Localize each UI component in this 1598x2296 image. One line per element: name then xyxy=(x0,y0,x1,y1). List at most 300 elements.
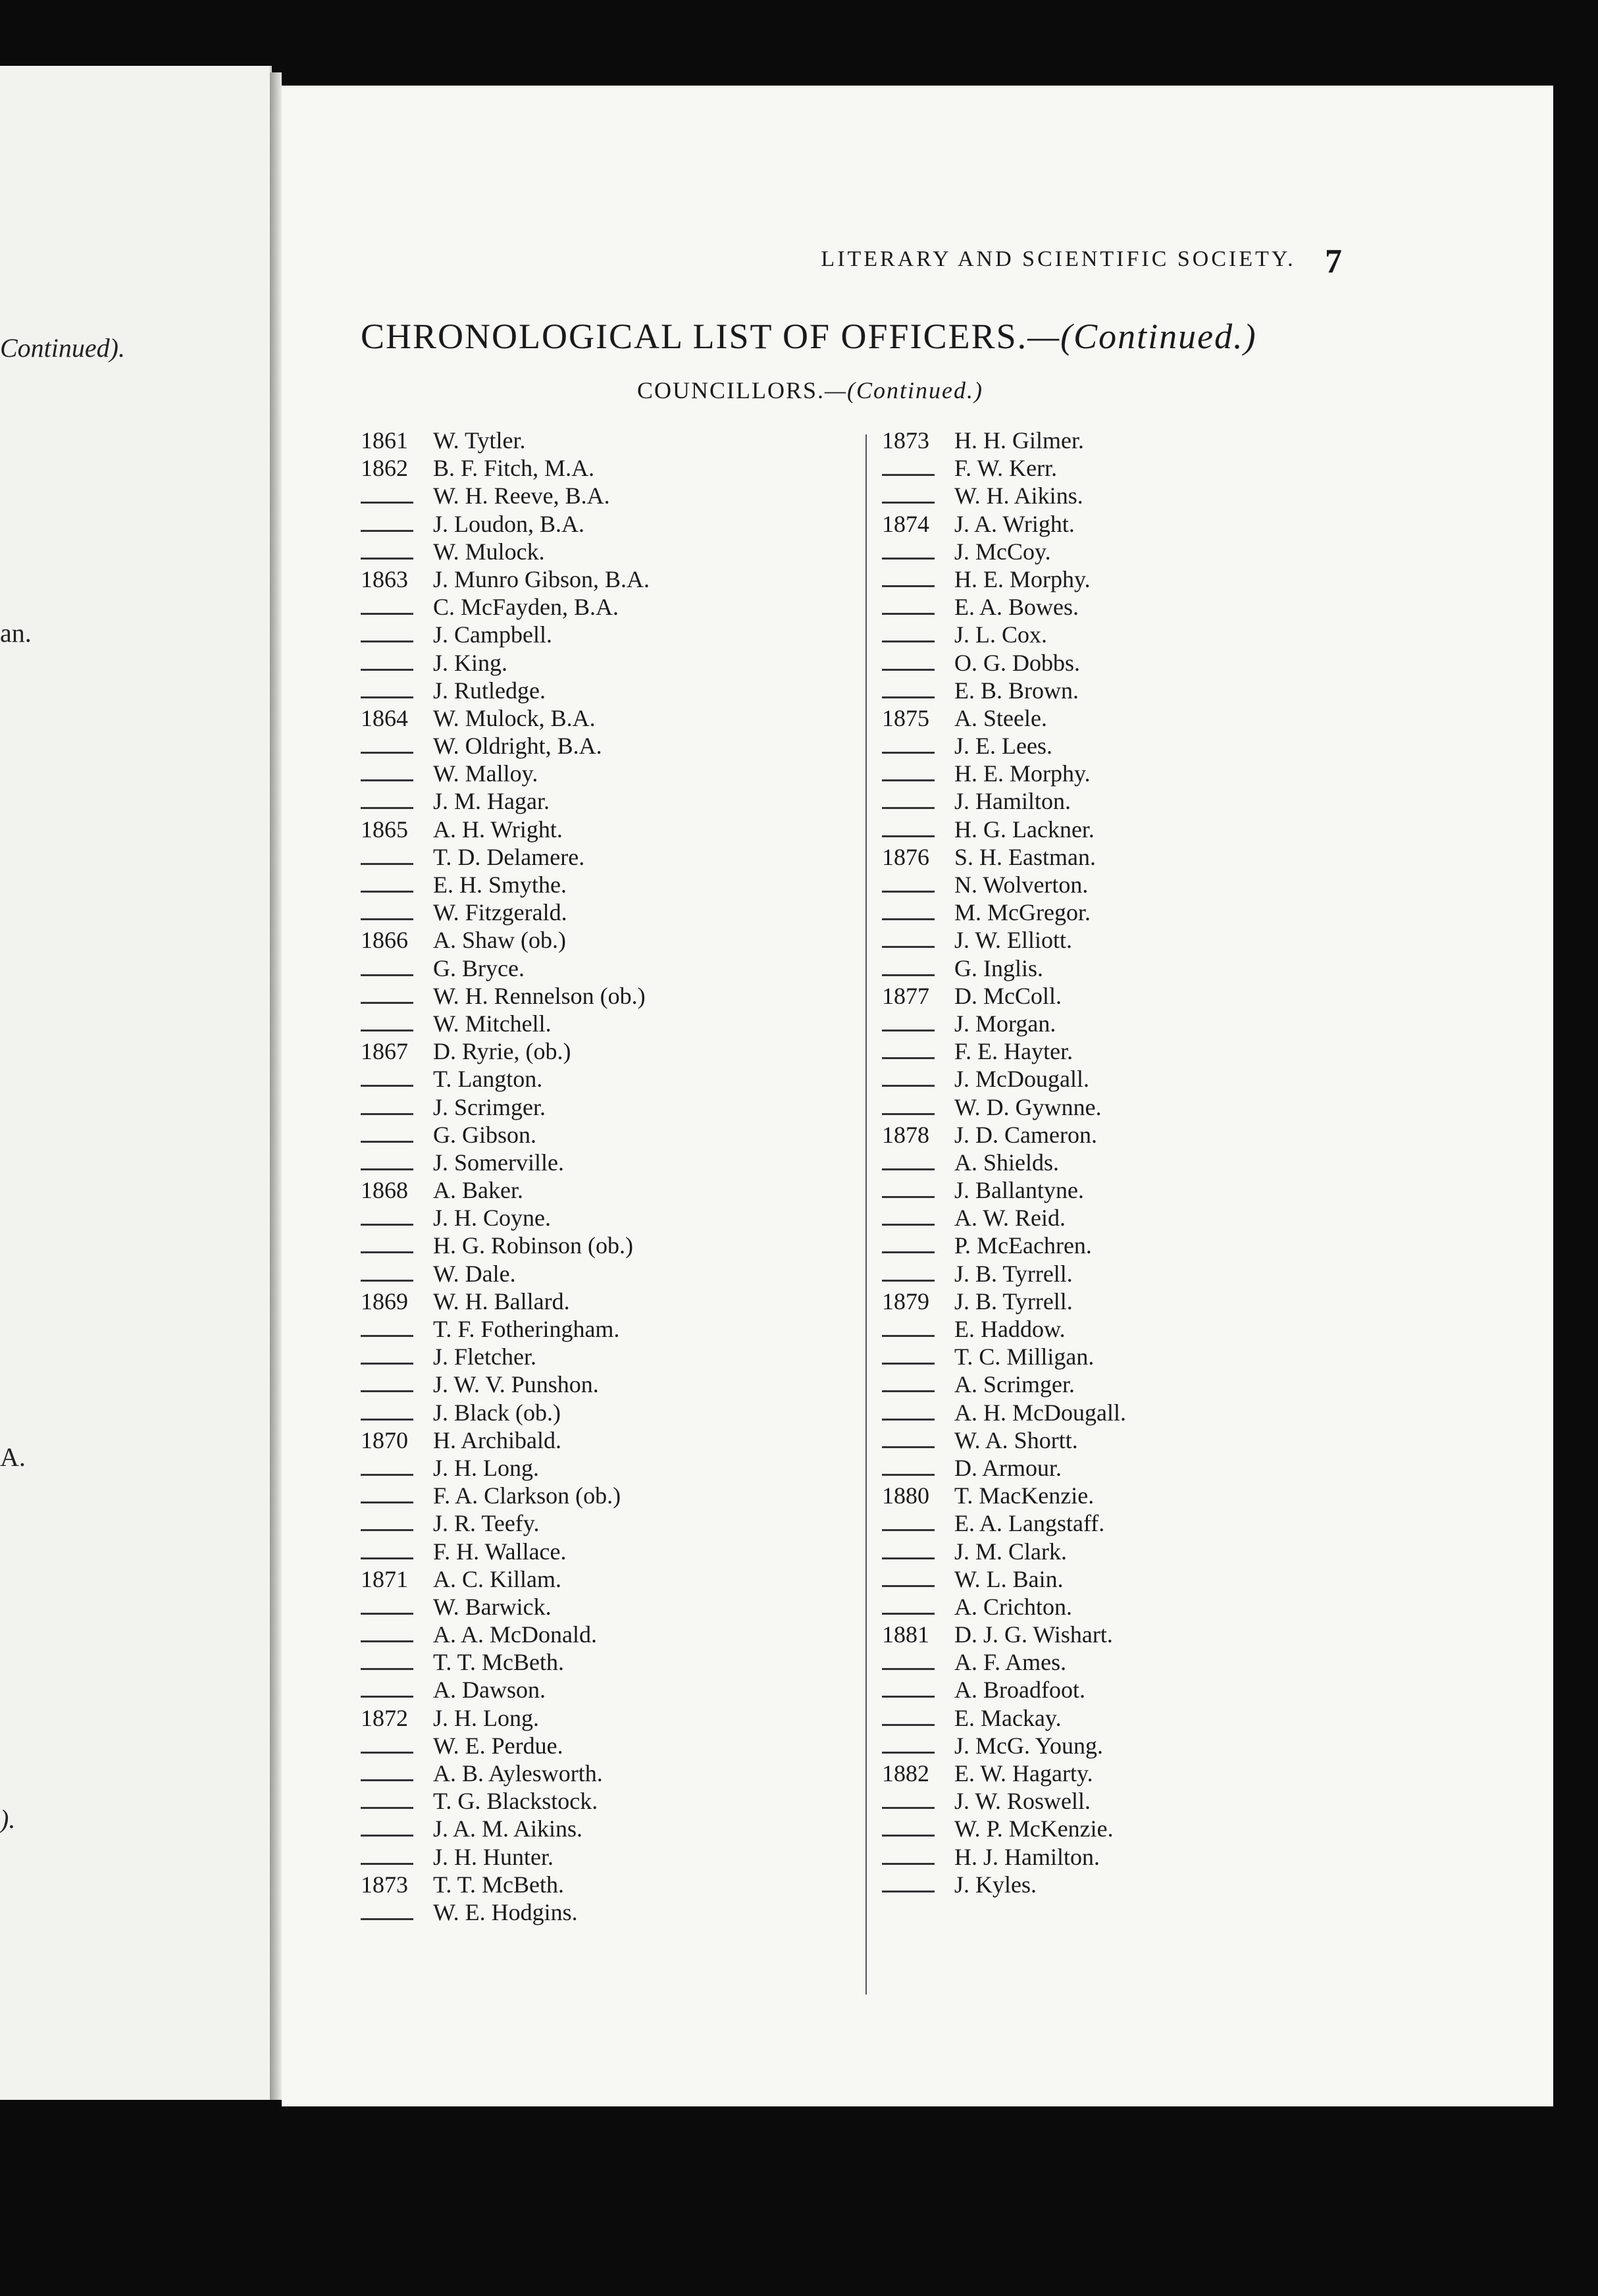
councillor-row xyxy=(361,1732,795,1760)
ditto-dash xyxy=(361,891,413,893)
ditto-dash xyxy=(882,1419,935,1421)
councillor-row xyxy=(882,760,1356,787)
ditto-dash xyxy=(361,1419,413,1421)
ditto-dash xyxy=(361,974,413,976)
councillor-name: J. H. Long. xyxy=(433,1454,539,1481)
year-label xyxy=(361,510,433,538)
year-label: 1864 xyxy=(361,704,408,731)
year-label xyxy=(882,593,954,621)
councillor-name: J. Somerville. xyxy=(433,1149,564,1176)
left-page-fragment: ). xyxy=(0,1804,16,1834)
year-label: 1870 xyxy=(361,1426,408,1453)
councillor-name: N. Wolverton. xyxy=(954,872,1089,898)
councillor-name: A. W. Reid. xyxy=(954,1205,1066,1232)
year-label xyxy=(361,1787,433,1815)
ditto-dash xyxy=(882,1529,935,1531)
year-label xyxy=(361,1454,433,1482)
ditto-dash xyxy=(361,1251,413,1253)
year-label xyxy=(882,732,954,760)
councillor-name: F. W. Kerr. xyxy=(954,455,1058,482)
year-label xyxy=(882,1454,954,1482)
year-label: 1869 xyxy=(361,1288,408,1315)
ditto-dash xyxy=(361,1280,413,1282)
ditto-dash xyxy=(361,640,413,642)
councillor-row xyxy=(882,1538,1356,1565)
councillor-name: T. T. McBeth. xyxy=(433,1871,564,1898)
year-label xyxy=(882,1787,954,1815)
year-label xyxy=(882,1538,954,1565)
councillor-name: J. M. Hagar. xyxy=(433,788,550,815)
councillor-name: W. Tytler. xyxy=(433,427,526,454)
ditto-dash xyxy=(361,1779,413,1781)
councillor-name: G. Bryce. xyxy=(433,954,525,981)
ditto-dash xyxy=(882,1196,935,1198)
ditto-dash xyxy=(361,1363,413,1365)
ditto-dash xyxy=(361,613,413,615)
councillor-name: W. Oldright, B.A. xyxy=(433,733,602,760)
year-label xyxy=(882,1648,954,1676)
year-label xyxy=(361,1399,433,1426)
councillor-name: J. Rutledge. xyxy=(433,677,546,704)
councillor-name: E. B. Brown. xyxy=(954,677,1079,704)
councillor-name: A. H. McDougall. xyxy=(954,1399,1126,1426)
ditto-dash xyxy=(882,1251,935,1253)
councillor-name: B. F. Fitch, M.A. xyxy=(433,455,595,482)
ditto-dash xyxy=(882,974,935,976)
ditto-dash xyxy=(361,669,413,671)
councillor-name: H. G. Robinson (ob.) xyxy=(433,1232,633,1259)
councillor-name: A. Scrimger. xyxy=(954,1371,1075,1398)
year-label xyxy=(882,1732,954,1760)
councillor-row xyxy=(361,1037,795,1065)
section-heading-continued: —(Continued.) xyxy=(825,377,984,404)
page-title-text: CHRONOLOGICAL LIST OF OFFICERS. xyxy=(361,317,1028,356)
councillor-name: W. H. Rennelson (ob.) xyxy=(433,982,646,1009)
councillor-name: C. McFayden, B.A. xyxy=(433,594,619,621)
year-label xyxy=(882,454,954,482)
councillor-row xyxy=(361,621,795,648)
year-label xyxy=(361,760,433,787)
year-label xyxy=(361,1315,433,1343)
councillor-row xyxy=(361,677,795,704)
councillor-name: A. Dawson. xyxy=(433,1677,546,1704)
ditto-dash xyxy=(361,779,413,781)
year-label xyxy=(361,1898,433,1926)
councillor-name: J. Kyles. xyxy=(954,1871,1037,1898)
year-label xyxy=(882,1093,954,1121)
councillor-name: W. E. Hodgins. xyxy=(433,1898,578,1925)
councillor-name: J. Black (ob.) xyxy=(433,1399,561,1426)
ditto-dash xyxy=(882,1807,935,1809)
councillor-name: A. H. Wright. xyxy=(433,816,563,843)
councillor-name: J. Loudon, B.A. xyxy=(433,510,585,537)
councillor-row xyxy=(882,621,1356,648)
councillor-row xyxy=(882,1760,1356,1787)
year-label xyxy=(882,1565,954,1593)
ditto-dash xyxy=(882,613,935,615)
year-label xyxy=(882,1010,954,1037)
year-label xyxy=(361,538,433,565)
year-label xyxy=(361,871,433,899)
year-label: 1876 xyxy=(882,843,929,870)
councillor-row xyxy=(882,1871,1356,1898)
councillor-row xyxy=(882,1843,1356,1871)
councillor-row xyxy=(882,1399,1356,1426)
year-label xyxy=(882,1370,954,1398)
councillor-row xyxy=(882,1037,1356,1065)
ditto-dash xyxy=(361,1224,413,1226)
ditto-dash xyxy=(882,1113,935,1115)
councillor-name: W. E. Perdue. xyxy=(433,1732,563,1759)
year-label xyxy=(882,1176,954,1204)
councillor-row xyxy=(882,1593,1356,1621)
ditto-dash xyxy=(361,1835,413,1837)
ditto-dash xyxy=(882,474,935,476)
ditto-dash xyxy=(361,807,413,809)
year-label: 1867 xyxy=(361,1038,408,1065)
year-label xyxy=(361,1815,433,1842)
councillor-row xyxy=(361,1843,795,1871)
councillor-name: H. H. Gilmer. xyxy=(954,427,1084,454)
councillor-name: J. Hamilton. xyxy=(954,788,1071,815)
councillor-row xyxy=(361,565,795,593)
councillor-row xyxy=(361,538,795,565)
councillor-name: H. G. Lackner. xyxy=(954,816,1095,843)
year-label xyxy=(882,621,954,648)
councillor-name: J. A. Wright. xyxy=(954,510,1075,537)
councillor-name: W. Barwick. xyxy=(433,1593,552,1620)
year-label: 1874 xyxy=(882,510,929,537)
ditto-dash xyxy=(361,1557,413,1559)
councillor-row xyxy=(361,1315,795,1343)
year-label: 1872 xyxy=(361,1704,408,1731)
councillor-name: W. Mitchell. xyxy=(433,1010,552,1037)
ditto-dash xyxy=(882,696,935,698)
councillor-name: A. C. Killam. xyxy=(433,1565,561,1592)
year-label xyxy=(882,1343,954,1370)
year-label xyxy=(361,677,433,704)
councillor-row xyxy=(361,510,795,538)
councillor-row xyxy=(361,1370,795,1398)
year-label xyxy=(882,649,954,677)
councillor-row xyxy=(882,787,1356,815)
year-label xyxy=(361,1232,433,1259)
councillor-row xyxy=(361,732,795,760)
ditto-dash xyxy=(361,530,413,532)
year-label: 1873 xyxy=(361,1871,408,1898)
ditto-dash xyxy=(361,1141,413,1143)
councillor-row xyxy=(882,1509,1356,1537)
year-label xyxy=(882,565,954,593)
councillor-row xyxy=(361,454,795,482)
current-page xyxy=(282,86,1553,2106)
councillor-row xyxy=(882,649,1356,677)
year-label xyxy=(361,1593,433,1621)
councillor-name: H. E. Morphy. xyxy=(954,565,1091,592)
year-label xyxy=(882,1426,954,1454)
councillor-name: W. Mulock. xyxy=(433,538,545,565)
year-label xyxy=(361,787,433,815)
councillor-row xyxy=(361,1787,795,1815)
ditto-dash xyxy=(361,1807,413,1809)
year-label: 1862 xyxy=(361,455,408,482)
councillor-name: A. A. McDonald. xyxy=(433,1621,597,1648)
councillor-row xyxy=(882,704,1356,732)
ditto-dash xyxy=(882,1613,935,1615)
councillor-name: A. Shields. xyxy=(954,1149,1060,1176)
year-label xyxy=(882,1843,954,1871)
councillor-row xyxy=(882,427,1356,454)
ditto-dash xyxy=(361,1501,413,1503)
councillor-row xyxy=(361,899,795,926)
running-head: LITERARY AND SCIENTIFIC SOCIETY. xyxy=(821,247,1296,271)
councillor-row xyxy=(361,1760,795,1787)
councillor-name: J. D. Cameron. xyxy=(954,1121,1097,1148)
councillor-row xyxy=(361,926,795,954)
councillor-name: A. B. Aylesworth. xyxy=(433,1760,603,1787)
year-label xyxy=(361,1204,433,1232)
councillor-name: J. Morgan. xyxy=(954,1010,1056,1037)
year-label xyxy=(361,1370,433,1398)
councillor-row xyxy=(361,1509,795,1537)
councillor-name: P. McEachren. xyxy=(954,1232,1092,1259)
councillor-name: T. MacKenzie. xyxy=(954,1482,1095,1509)
councillor-row xyxy=(882,565,1356,593)
councillor-row xyxy=(361,1593,795,1621)
councillor-name: J. B. Tyrrell. xyxy=(954,1288,1073,1315)
councillor-row xyxy=(361,1399,795,1426)
year-label xyxy=(882,1815,954,1842)
councillor-row xyxy=(882,1010,1356,1037)
councillor-row xyxy=(882,1065,1356,1093)
councillor-name: H. E. Morphy. xyxy=(954,760,1091,787)
year-label xyxy=(361,1482,433,1509)
councillor-row xyxy=(361,1010,795,1037)
councillor-name: F. E. Hayter. xyxy=(954,1038,1073,1065)
ditto-dash xyxy=(361,1113,413,1115)
councillor-row xyxy=(882,1176,1356,1204)
councillor-name: O. G. Dobbs. xyxy=(954,649,1081,676)
year-label: 1868 xyxy=(361,1177,408,1204)
councillor-row xyxy=(361,1260,795,1288)
councillor-row xyxy=(882,1288,1356,1315)
councillor-name: J. McDougall. xyxy=(954,1066,1089,1093)
ditto-dash xyxy=(361,1640,413,1642)
councillor-name: J. M. Clark. xyxy=(954,1538,1067,1565)
councillor-name: J. Munro Gibson, B.A. xyxy=(433,565,650,592)
councillor-name: T. C. Milligan. xyxy=(954,1344,1095,1370)
councillor-name: J. Campbell. xyxy=(433,621,552,648)
year-label: 1881 xyxy=(882,1621,929,1648)
year-label xyxy=(361,954,433,982)
councillor-name: W. Mulock, B.A. xyxy=(433,704,596,731)
ditto-dash xyxy=(882,1585,935,1587)
councillor-name: W. Dale. xyxy=(433,1260,516,1287)
year-label xyxy=(361,621,433,648)
councillor-name: A. Broadfoot. xyxy=(954,1677,1085,1704)
councillor-row xyxy=(361,1176,795,1204)
ditto-dash xyxy=(882,1390,935,1392)
year-label xyxy=(361,1676,433,1704)
section-heading-text: COUNCILLORS. xyxy=(637,377,825,404)
councillor-name: J. L. Cox. xyxy=(954,621,1048,648)
councillor-name: F. H. Wallace. xyxy=(433,1538,567,1565)
councillor-row xyxy=(882,482,1356,509)
ditto-dash xyxy=(882,1168,935,1170)
councillor-name: J. W. Roswell. xyxy=(954,1788,1091,1815)
year-label xyxy=(882,1232,954,1259)
year-label xyxy=(882,1704,954,1732)
year-label: 1878 xyxy=(882,1121,929,1148)
ditto-dash xyxy=(882,1057,935,1059)
year-label xyxy=(361,1843,433,1871)
ditto-dash xyxy=(361,1668,413,1670)
ditto-dash xyxy=(882,1363,935,1365)
ditto-dash xyxy=(882,752,935,754)
councillor-name: D. Ryrie, (ob.) xyxy=(433,1038,571,1065)
year-label: 1875 xyxy=(882,704,929,731)
year-label: 1882 xyxy=(882,1760,929,1787)
ditto-dash xyxy=(882,1030,935,1031)
page-number: 7 xyxy=(1325,243,1342,280)
councillor-name: T. D. Delamere. xyxy=(433,843,585,870)
councillor-name: T. T. McBeth. xyxy=(433,1649,564,1676)
councillor-name: J. B. Tyrrell. xyxy=(954,1260,1073,1287)
year-label xyxy=(882,1399,954,1426)
ditto-dash xyxy=(882,1668,935,1670)
councillor-row xyxy=(361,787,795,815)
year-label xyxy=(361,1648,433,1676)
year-label: 1880 xyxy=(882,1482,929,1509)
year-label xyxy=(361,1621,433,1648)
year-label xyxy=(882,787,954,815)
ditto-dash xyxy=(361,752,413,754)
ditto-dash xyxy=(361,1613,413,1615)
ditto-dash xyxy=(882,1835,935,1837)
councillor-name: A. Steele. xyxy=(954,704,1047,731)
councillor-row xyxy=(361,1204,795,1232)
councillor-row xyxy=(361,954,795,982)
councillor-row xyxy=(361,1121,795,1149)
councillor-name: A. Baker. xyxy=(433,1177,523,1204)
year-label xyxy=(361,1732,433,1760)
page-title-continued: —(Continued.) xyxy=(1027,317,1257,356)
year-label xyxy=(361,1093,433,1121)
councillor-row xyxy=(882,1648,1356,1676)
year-label xyxy=(361,899,433,926)
councillor-row xyxy=(882,899,1356,926)
ditto-dash xyxy=(882,502,935,504)
councillor-name: H. Archibald. xyxy=(433,1426,561,1453)
councillor-name: E. A. Langstaff. xyxy=(954,1510,1105,1537)
ditto-dash xyxy=(882,946,935,948)
councillor-row xyxy=(361,843,795,871)
year-label xyxy=(361,1260,433,1288)
councillor-row xyxy=(361,482,795,509)
councillor-row xyxy=(882,843,1356,871)
year-label xyxy=(882,1871,954,1898)
section-heading xyxy=(637,377,983,404)
councillor-name: E. H. Smythe. xyxy=(433,872,567,898)
ditto-dash xyxy=(882,1557,935,1559)
year-label xyxy=(882,926,954,954)
year-label: 1873 xyxy=(882,427,929,454)
councillor-name: W. Fitzgerald. xyxy=(433,899,567,926)
year-label: 1861 xyxy=(361,427,408,454)
councillor-name: W. H. Ballard. xyxy=(433,1288,570,1315)
councillor-name: J. Fletcher. xyxy=(433,1344,536,1370)
councillor-name: E. W. Hagarty. xyxy=(954,1760,1093,1787)
councillor-name: W. D. Gywnne. xyxy=(954,1093,1102,1120)
councillor-row xyxy=(882,1621,1356,1648)
councillor-row xyxy=(361,816,795,843)
councillor-row xyxy=(361,760,795,787)
year-label xyxy=(882,816,954,843)
councillor-row xyxy=(361,1232,795,1259)
councillor-row xyxy=(361,704,795,732)
year-label: 1865 xyxy=(361,816,408,843)
councillor-row xyxy=(361,1648,795,1676)
ditto-dash xyxy=(361,696,413,698)
year-label xyxy=(882,1065,954,1093)
councillor-row xyxy=(882,454,1356,482)
councillor-row xyxy=(361,1815,795,1842)
councillor-name: M. McGregor. xyxy=(954,899,1091,926)
councillor-row xyxy=(882,1204,1356,1232)
year-label xyxy=(361,1010,433,1037)
councillor-row xyxy=(882,1426,1356,1454)
year-label xyxy=(361,1343,433,1370)
ditto-dash xyxy=(361,1474,413,1476)
councillor-row xyxy=(882,954,1356,982)
ditto-dash xyxy=(882,1891,935,1892)
councillor-name: J. R. Teefy. xyxy=(433,1510,540,1537)
year-label xyxy=(882,538,954,565)
book-gutter xyxy=(270,72,282,2100)
ditto-dash xyxy=(361,1696,413,1698)
ditto-dash xyxy=(361,863,413,865)
ditto-dash xyxy=(361,1918,413,1920)
councillor-row xyxy=(882,1676,1356,1704)
councillor-row xyxy=(361,649,795,677)
ditto-dash xyxy=(361,1030,413,1031)
councillor-row xyxy=(882,1149,1356,1176)
ditto-dash xyxy=(361,1390,413,1392)
councillors-left-column xyxy=(361,427,795,1926)
councillor-row xyxy=(882,871,1356,899)
councillor-row xyxy=(361,1149,795,1176)
left-page-fragment: A. xyxy=(0,1442,26,1472)
ditto-dash xyxy=(882,891,935,893)
councillor-row xyxy=(882,1787,1356,1815)
page-title xyxy=(361,316,1480,357)
councillor-name: S. H. Eastman. xyxy=(954,843,1096,870)
ditto-dash xyxy=(882,779,935,781)
councillor-name: J. King. xyxy=(433,649,508,676)
councillor-name: F. A. Clarkson (ob.) xyxy=(433,1482,621,1509)
councillor-name: H. J. Hamilton. xyxy=(954,1843,1100,1870)
councillor-name: T. F. Fotheringham. xyxy=(433,1316,620,1342)
councillor-row xyxy=(361,1565,795,1593)
councillor-row xyxy=(882,1343,1356,1370)
councillor-name: G. Gibson. xyxy=(433,1121,537,1148)
councillor-row xyxy=(361,1426,795,1454)
councillor-row xyxy=(882,1232,1356,1259)
year-label xyxy=(882,871,954,899)
councillor-row xyxy=(882,510,1356,538)
councillor-name: A. Crichton. xyxy=(954,1593,1072,1620)
year-label xyxy=(361,649,433,677)
